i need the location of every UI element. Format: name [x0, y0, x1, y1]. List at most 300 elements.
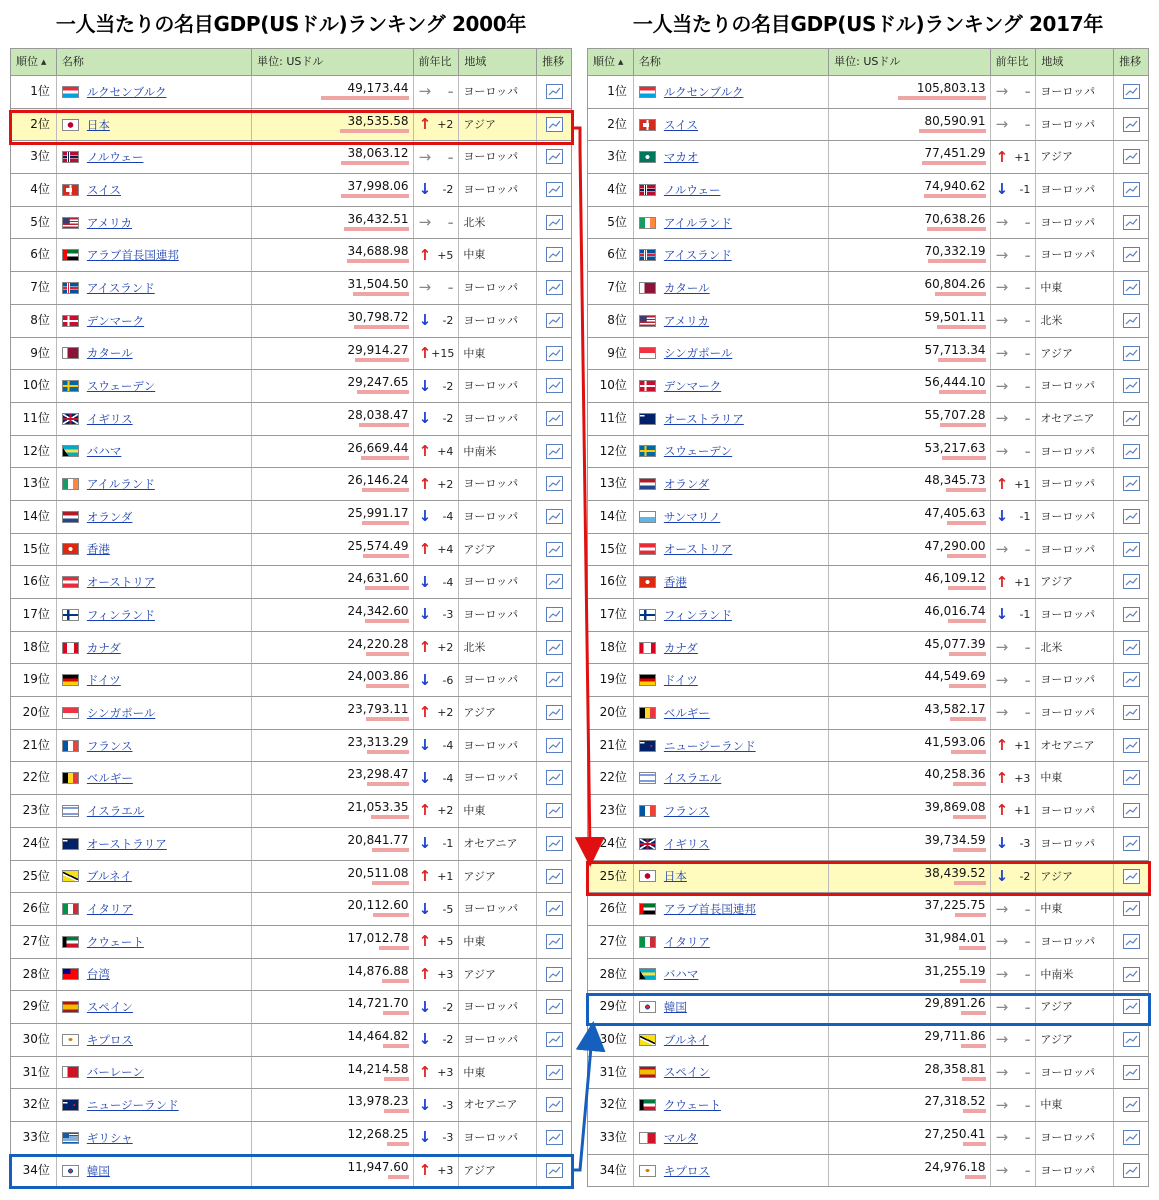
country-link[interactable]: ドイツ [86, 673, 121, 688]
country-link[interactable]: スウェーデン [663, 444, 733, 459]
country-link[interactable]: マカオ [663, 150, 699, 165]
table-row[interactable] [10, 893, 572, 926]
table-row[interactable] [587, 1057, 1149, 1090]
country-link[interactable]: デンマーク [86, 313, 145, 328]
country-link[interactable]: ノルウェー [663, 182, 721, 197]
country-link[interactable]: ノルウェー [86, 150, 144, 165]
name-cell [634, 828, 829, 860]
table-row[interactable] [587, 893, 1149, 926]
country-link[interactable]: バハマ [663, 967, 699, 982]
trend-chart-icon[interactable] [546, 803, 563, 818]
table-row[interactable] [10, 239, 572, 272]
trend-chart-icon[interactable] [1123, 542, 1140, 557]
table-row[interactable] [10, 76, 572, 109]
table-row[interactable] [10, 566, 572, 599]
country-link[interactable]: バーレーン [86, 1065, 144, 1080]
country-link[interactable]: イスラエル [86, 803, 145, 818]
country-link[interactable]: ドイツ [663, 673, 698, 688]
trend-chart-icon[interactable] [1123, 574, 1140, 589]
table-row[interactable] [10, 174, 572, 207]
trend-chart-icon[interactable] [546, 542, 563, 557]
country-link[interactable]: バハマ [86, 444, 122, 459]
rank-cell: 5位 [11, 207, 57, 239]
trend-chart-icon[interactable] [1123, 313, 1140, 328]
table-row[interactable] [10, 370, 572, 403]
trend-chart-icon[interactable] [546, 672, 563, 687]
country-link[interactable]: シンガポール [663, 346, 733, 361]
arrow-right-icon: → [995, 1095, 1009, 1114]
trend-chart-icon[interactable] [1123, 346, 1140, 361]
rank-cell: 18位 [11, 632, 57, 664]
country-link[interactable]: オーストリア [663, 542, 733, 557]
trend-chart-icon[interactable] [1123, 378, 1140, 393]
trend-chart-icon[interactable] [546, 215, 563, 230]
trend-chart-icon[interactable] [546, 770, 563, 785]
trend-chart-icon[interactable] [1123, 1032, 1140, 1047]
value-text: 39,869.08 [924, 800, 986, 815]
trend-chart-icon[interactable] [546, 476, 563, 491]
country-link[interactable]: マルタ [663, 1130, 698, 1145]
rank-cell: 15位 [588, 534, 634, 566]
trend-chart-icon[interactable] [1123, 476, 1140, 491]
table-row[interactable] [10, 501, 572, 534]
trend-chart-icon[interactable] [1123, 444, 1140, 459]
country-link[interactable]: スイス [663, 117, 699, 132]
trend-chart-icon[interactable] [1123, 84, 1140, 99]
change-cell [414, 370, 460, 402]
trend-chart-icon[interactable] [546, 738, 563, 753]
flag-icon [639, 282, 656, 294]
value-cell [829, 174, 990, 206]
country-link[interactable]: オランダ [86, 509, 133, 524]
value-bar [372, 848, 409, 852]
trend-chart-icon[interactable] [546, 411, 563, 426]
name-cell [57, 1089, 252, 1121]
trend-chart-icon[interactable] [1123, 607, 1140, 622]
flag-icon [62, 86, 79, 98]
country-link[interactable]: アイスランド [663, 248, 732, 263]
header-region[interactable]: 地域 [1036, 49, 1114, 75]
country-link[interactable]: オーストラリア [663, 411, 744, 426]
country-link[interactable]: ルクセンブルク [86, 84, 167, 99]
name-cell [57, 272, 252, 304]
trend-chart-icon[interactable] [546, 313, 563, 328]
header-region[interactable]: 地域 [459, 49, 537, 75]
change-value: -1 [442, 837, 454, 851]
flag-icon [639, 903, 656, 915]
trend-cell [537, 501, 571, 533]
trend-chart-icon[interactable] [546, 84, 563, 99]
value-text: 24,220.28 [347, 636, 409, 651]
name-cell [634, 272, 829, 304]
trend-chart-icon[interactable] [1123, 1163, 1140, 1178]
trend-chart-icon[interactable] [546, 901, 563, 916]
table-row[interactable] [587, 305, 1149, 338]
country-link[interactable]: アメリカ [663, 313, 710, 328]
country-link[interactable]: ベルギー [663, 705, 710, 720]
trend-chart-icon[interactable] [546, 1097, 563, 1112]
country-link[interactable]: オーストリア [86, 575, 156, 590]
table-row[interactable] [10, 1024, 572, 1057]
table-row[interactable] [587, 501, 1149, 534]
country-link[interactable]: スウェーデン [86, 379, 156, 394]
value-cell [252, 762, 413, 794]
country-link[interactable]: クウェート [663, 1098, 721, 1113]
region-cell: ヨーロッパ [459, 501, 537, 533]
country-link[interactable]: ニュージーランド [86, 1098, 179, 1113]
trend-chart-icon[interactable] [1123, 640, 1140, 655]
arrow-right-icon: → [995, 1062, 1009, 1081]
trend-cell [1114, 239, 1148, 271]
value-bar [354, 325, 409, 329]
table-row[interactable] [587, 795, 1149, 828]
table-row[interactable] [587, 1155, 1149, 1188]
table-row[interactable] [587, 141, 1149, 174]
table-row[interactable] [587, 370, 1149, 403]
rank-cell: 10位 [588, 370, 634, 402]
table-row[interactable] [10, 664, 572, 697]
trend-chart-icon[interactable] [1123, 182, 1140, 197]
change-value: -4 [442, 575, 454, 589]
header-rank[interactable] [588, 49, 634, 75]
trend-cell [1114, 697, 1148, 729]
country-link[interactable]: ルクセンブルク [663, 84, 744, 99]
country-link[interactable]: キプロス [663, 1163, 710, 1178]
value-text: 24,631.60 [347, 571, 409, 586]
country-link[interactable]: カタール [663, 280, 710, 295]
trend-chart-icon[interactable] [546, 1032, 563, 1047]
country-link[interactable]: ベルギー [86, 771, 133, 786]
value-text: 14,721.70 [347, 996, 409, 1011]
value-bar [965, 1175, 986, 1179]
table-row[interactable] [587, 468, 1149, 501]
change-value: +4 [437, 444, 454, 458]
table-row[interactable] [10, 1122, 572, 1155]
table-row[interactable] [10, 338, 572, 371]
change-cell [414, 795, 460, 827]
trend-chart-icon[interactable] [546, 1130, 563, 1145]
name-cell [634, 370, 829, 402]
country-link[interactable]: アラブ首長国連邦 [86, 248, 179, 263]
region-cell: 中東 [459, 239, 537, 271]
flag-icon [639, 1165, 656, 1177]
change-cell [414, 828, 460, 860]
country-link[interactable]: 日本 [663, 869, 687, 884]
country-link[interactable]: オランダ [663, 477, 710, 492]
trend-chart-icon[interactable] [546, 346, 563, 361]
table-row[interactable] [10, 861, 572, 894]
country-link[interactable]: イギリス [86, 411, 133, 426]
value-text: 25,574.49 [347, 538, 409, 553]
trend-chart-icon[interactable] [1123, 934, 1140, 949]
change-cell [991, 697, 1037, 729]
change-cell [414, 1024, 460, 1056]
arrow-down-icon: ↓ [418, 180, 432, 199]
header-name[interactable]: 名称 [634, 49, 829, 75]
country-link[interactable]: ブルネイ [663, 1032, 709, 1047]
table-row[interactable] [587, 926, 1149, 959]
country-link[interactable]: フランス [86, 738, 133, 753]
value-bar [355, 358, 409, 362]
trend-chart-icon[interactable] [1123, 803, 1140, 818]
trend-chart-icon[interactable] [1123, 411, 1140, 426]
table-row[interactable] [10, 991, 572, 1024]
table-row[interactable] [587, 109, 1149, 142]
rank-cell: 9位 [588, 338, 634, 370]
trend-chart-icon[interactable] [1123, 901, 1140, 916]
table-row[interactable] [587, 1024, 1149, 1057]
country-link[interactable]: サンマリノ [663, 509, 721, 524]
trend-chart-icon[interactable] [546, 705, 563, 720]
arrow-right-icon: → [995, 82, 1009, 101]
value-bar [357, 390, 409, 394]
trend-cell [1114, 1024, 1148, 1056]
country-link[interactable]: ブルネイ [86, 869, 132, 884]
flag-icon [639, 838, 656, 850]
rank-cell: 6位 [588, 239, 634, 271]
trend-cell [537, 599, 571, 631]
country-link[interactable]: スペイン [663, 1065, 710, 1080]
value-text: 31,984.01 [924, 930, 986, 945]
trend-chart-icon[interactable] [1123, 1130, 1140, 1145]
value-bar [947, 554, 986, 558]
trend-chart-icon[interactable] [1123, 705, 1140, 720]
country-link[interactable]: 台湾 [86, 967, 110, 982]
country-link[interactable]: イギリス [663, 836, 710, 851]
table-row[interactable] [587, 566, 1149, 599]
trend-chart-icon[interactable] [546, 149, 563, 164]
trend-chart-icon[interactable] [546, 869, 563, 884]
trend-chart-icon[interactable] [1123, 738, 1140, 753]
table-row[interactable] [10, 828, 572, 861]
table-row[interactable] [587, 730, 1149, 763]
table-row[interactable] [10, 207, 572, 240]
table-row[interactable] [587, 272, 1149, 305]
region-cell: 中東 [1036, 893, 1114, 925]
country-link[interactable]: イタリア [86, 902, 133, 917]
table-row[interactable] [587, 436, 1149, 469]
change-value: -1 [1019, 608, 1031, 622]
value-text: 29,891.26 [924, 996, 986, 1011]
change-cell [991, 370, 1037, 402]
country-link[interactable]: スペイン [86, 1000, 133, 1015]
trend-chart-icon[interactable] [546, 1065, 563, 1080]
country-link[interactable]: カナダ [86, 640, 121, 655]
trend-chart-icon[interactable] [546, 280, 563, 295]
trend-chart-icon[interactable] [1123, 836, 1140, 851]
rank-cell: 29位 [11, 991, 57, 1023]
rank-cell: 29位 [588, 991, 634, 1023]
trend-chart-icon[interactable] [1123, 770, 1140, 785]
trend-chart-icon[interactable] [546, 247, 563, 262]
country-link[interactable]: スイス [86, 182, 122, 197]
trend-cell [537, 468, 571, 500]
name-cell [57, 893, 252, 925]
rank-cell: 4位 [588, 174, 634, 206]
change-cell [414, 893, 460, 925]
country-link[interactable]: フィンランド [86, 607, 155, 622]
header-rank[interactable] [11, 49, 57, 75]
country-link[interactable]: キプロス [86, 1032, 133, 1047]
table-row[interactable] [10, 795, 572, 828]
country-link[interactable]: 香港 [663, 575, 687, 590]
country-link[interactable]: 日本 [86, 117, 110, 132]
table-row[interactable] [10, 436, 572, 469]
trend-chart-icon[interactable] [546, 999, 563, 1014]
table-row[interactable] [10, 403, 572, 436]
region-cell: 中東 [1036, 1089, 1114, 1121]
trend-cell [537, 534, 571, 566]
country-link[interactable]: ギリシャ [86, 1130, 133, 1145]
trend-chart-icon[interactable] [546, 378, 563, 393]
table-row[interactable] [587, 959, 1149, 992]
table-row[interactable] [587, 207, 1149, 240]
table-row[interactable] [587, 239, 1149, 272]
trend-chart-icon[interactable] [546, 607, 563, 622]
table-row[interactable] [587, 1089, 1149, 1122]
table-row[interactable] [587, 599, 1149, 632]
trend-chart-icon[interactable] [546, 640, 563, 655]
header-name[interactable]: 名称 [57, 49, 252, 75]
country-link[interactable]: アイルランド [663, 215, 732, 230]
country-link[interactable]: フランス [663, 803, 710, 818]
change-cell [414, 959, 460, 991]
table-row[interactable] [587, 338, 1149, 371]
table-row[interactable] [10, 959, 572, 992]
trend-chart-icon[interactable] [546, 934, 563, 949]
table-row[interactable] [587, 664, 1149, 697]
table-row[interactable] [10, 730, 572, 763]
country-link[interactable]: イタリア [663, 934, 710, 949]
country-link[interactable]: カナダ [663, 640, 698, 655]
country-link[interactable]: カタール [86, 346, 133, 361]
trend-chart-icon[interactable] [546, 574, 563, 589]
header-rank-label: 順位 [16, 55, 38, 68]
country-link[interactable]: アメリカ [86, 215, 133, 230]
flag-icon [62, 772, 79, 784]
trend-chart-icon[interactable] [1123, 967, 1140, 982]
rank-cell: 30位 [11, 1024, 57, 1056]
trend-chart-icon[interactable] [546, 967, 563, 982]
table-row[interactable] [587, 697, 1149, 730]
country-link[interactable]: アイスランド [86, 280, 155, 295]
trend-chart-icon[interactable] [546, 182, 563, 197]
trend-chart-icon[interactable] [546, 836, 563, 851]
table-row[interactable] [10, 697, 572, 730]
name-cell [634, 207, 829, 239]
value-cell [829, 926, 990, 958]
country-link[interactable]: アラブ首長国連邦 [663, 902, 756, 917]
table-row[interactable] [587, 1122, 1149, 1155]
trend-chart-icon[interactable] [1123, 117, 1140, 132]
change-cell [414, 338, 460, 370]
trend-chart-icon[interactable] [1123, 1065, 1140, 1080]
value-cell [252, 403, 413, 435]
trend-chart-icon[interactable] [1123, 215, 1140, 230]
header-value[interactable]: 単位: USドル [829, 49, 990, 75]
trend-chart-icon[interactable] [1123, 149, 1140, 164]
table-row[interactable] [10, 272, 572, 305]
country-link[interactable]: イスラエル [663, 771, 722, 786]
value-cell [829, 566, 990, 598]
rank-cell: 12位 [11, 436, 57, 468]
country-link[interactable]: オーストラリア [86, 836, 167, 851]
value-text: 46,016.74 [924, 604, 986, 618]
table-row[interactable] [10, 1089, 572, 1122]
panel-title: 一人当たりの名目GDP(USドル)ランキング 2017年 [632, 12, 1104, 36]
country-link[interactable]: クウェート [86, 934, 144, 949]
table-row[interactable] [10, 926, 572, 959]
rank-cell: 6位 [11, 239, 57, 271]
arrow-up-icon: ↑ [418, 539, 432, 558]
country-link[interactable]: アイルランド [86, 477, 155, 492]
value-bar [939, 390, 986, 394]
table-row[interactable] [10, 599, 572, 632]
change-cell [991, 1089, 1037, 1121]
country-link[interactable]: ニュージーランド [663, 738, 756, 753]
table-row[interactable] [10, 534, 572, 567]
trend-chart-icon[interactable] [1123, 672, 1140, 687]
table-row[interactable] [587, 403, 1149, 436]
header-change[interactable]: 前年比 [991, 49, 1037, 75]
name-cell [57, 468, 252, 500]
table-row[interactable] [10, 1057, 572, 1090]
trend-chart-icon[interactable] [1123, 280, 1140, 295]
flag-icon [639, 445, 656, 457]
table-row[interactable] [587, 828, 1149, 861]
country-link[interactable]: 韓国 [663, 1000, 687, 1015]
name-cell [57, 207, 252, 239]
trend-chart-icon[interactable] [546, 509, 563, 524]
table-row[interactable] [10, 305, 572, 338]
trend-chart-icon[interactable] [1123, 509, 1140, 524]
table-row[interactable] [587, 762, 1149, 795]
change-cell [991, 893, 1037, 925]
trend-chart-icon[interactable] [1123, 247, 1140, 262]
change-value: -3 [442, 608, 454, 622]
table-row[interactable] [587, 174, 1149, 207]
table-row[interactable] [10, 762, 572, 795]
rank-cell: 33位 [588, 1122, 634, 1154]
country-link[interactable]: 香港 [86, 542, 110, 557]
change-value: -3 [442, 1098, 454, 1112]
header-value[interactable]: 単位: USドル [252, 49, 413, 75]
value-text: 27,250.41 [924, 1127, 986, 1141]
japan-highlight-2000 [9, 110, 574, 145]
trend-cell [537, 1089, 571, 1121]
trend-chart-icon[interactable] [1123, 1097, 1140, 1112]
table-row[interactable] [587, 534, 1149, 567]
value-text: 45,077.39 [924, 636, 986, 651]
country-link[interactable]: フィンランド [663, 607, 732, 622]
table-row[interactable] [10, 468, 572, 501]
name-cell [634, 239, 829, 271]
country-link[interactable]: 韓国 [86, 1163, 110, 1178]
region-cell: ヨーロッパ [1036, 436, 1114, 468]
country-link[interactable]: デンマーク [663, 379, 722, 394]
trend-cell [537, 664, 571, 696]
change-cell [991, 468, 1037, 500]
table-row[interactable] [10, 141, 572, 174]
table-row[interactable] [10, 632, 572, 665]
table-row[interactable] [587, 76, 1149, 109]
arrow-down-icon: ↓ [418, 899, 432, 918]
table-row[interactable] [587, 632, 1149, 665]
country-link[interactable]: シンガポール [86, 705, 156, 720]
header-change[interactable]: 前年比 [414, 49, 460, 75]
trend-chart-icon[interactable] [546, 444, 563, 459]
value-text: 40,258.36 [924, 767, 986, 782]
